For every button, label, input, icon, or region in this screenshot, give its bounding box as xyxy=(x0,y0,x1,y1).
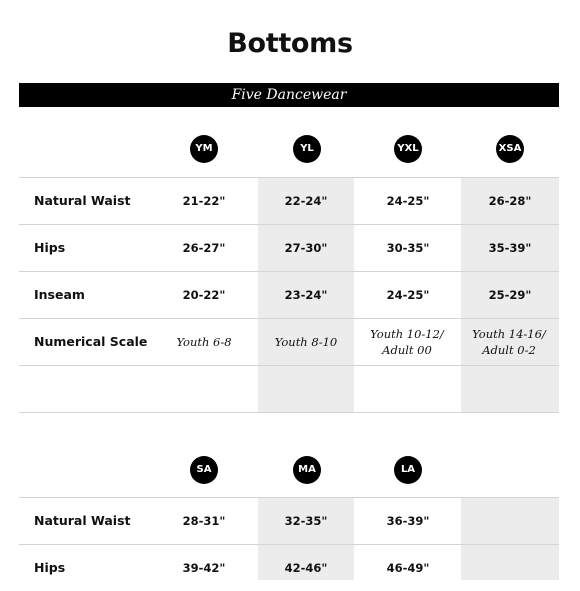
row-label: Natural Waist xyxy=(34,513,131,528)
table-cell: Youth 10-12/ Adult 00 xyxy=(370,327,444,357)
table-cell: 35-39" xyxy=(488,241,532,255)
table-cell: 36-39" xyxy=(386,514,430,528)
table-cell: 28-31" xyxy=(182,514,226,528)
table-cell: Youth 14-16/ Adult 0-2 xyxy=(472,327,546,357)
size-badge-ym: YM xyxy=(190,135,218,163)
size-table-1 xyxy=(19,107,559,413)
table-row-natural-waist xyxy=(19,498,559,544)
row-label: Natural Waist xyxy=(34,193,131,208)
row-label: Hips xyxy=(34,560,66,575)
table-row-numerical-scale xyxy=(19,319,559,365)
page-title: Bottoms xyxy=(227,28,353,59)
size-badge-yl: YL xyxy=(293,135,321,163)
table-cell: 24-25" xyxy=(386,288,430,302)
table-cell: 20-22" xyxy=(182,288,226,302)
table-cell: 39-42" xyxy=(182,561,226,575)
size-badge-yxl: YXL xyxy=(394,135,422,163)
table-cell: 24-25" xyxy=(386,194,430,208)
table-cell: 30-35" xyxy=(386,241,430,255)
row-label: Numerical Scale xyxy=(34,334,148,349)
size-badge-la: LA xyxy=(394,456,422,484)
table-cell: 26-28" xyxy=(488,194,532,208)
row-divider xyxy=(19,412,559,413)
table-cell: 27-30" xyxy=(284,241,328,255)
row-label: Hips xyxy=(34,240,66,255)
size-table-2 xyxy=(19,450,559,580)
size-badge-sa: SA xyxy=(190,456,218,484)
brand-bar: Five Dancewear xyxy=(19,83,559,107)
table-row-natural-waist xyxy=(19,178,559,224)
row-label: Inseam xyxy=(34,287,85,302)
table-cell: 26-27" xyxy=(182,241,226,255)
table-cell: 22-24" xyxy=(284,194,328,208)
table-cell: 46-49" xyxy=(386,561,430,575)
table-cell: 25-29" xyxy=(488,288,532,302)
table-row-inseam xyxy=(19,272,559,318)
table-cell: 23-24" xyxy=(284,288,328,302)
table-cell: Youth 8-10 xyxy=(274,335,338,349)
table-cell: Youth 6-8 xyxy=(176,335,232,349)
table-cell: 32-35" xyxy=(284,514,328,528)
table-row-hips xyxy=(19,545,559,591)
size-badge-xsa: XSA xyxy=(496,135,524,163)
table-row-hips xyxy=(19,225,559,271)
table-cell: 21-22" xyxy=(182,194,226,208)
size-badge-ma: MA xyxy=(293,456,321,484)
row-divider xyxy=(19,365,559,366)
table-cell: 42-46" xyxy=(284,561,328,575)
